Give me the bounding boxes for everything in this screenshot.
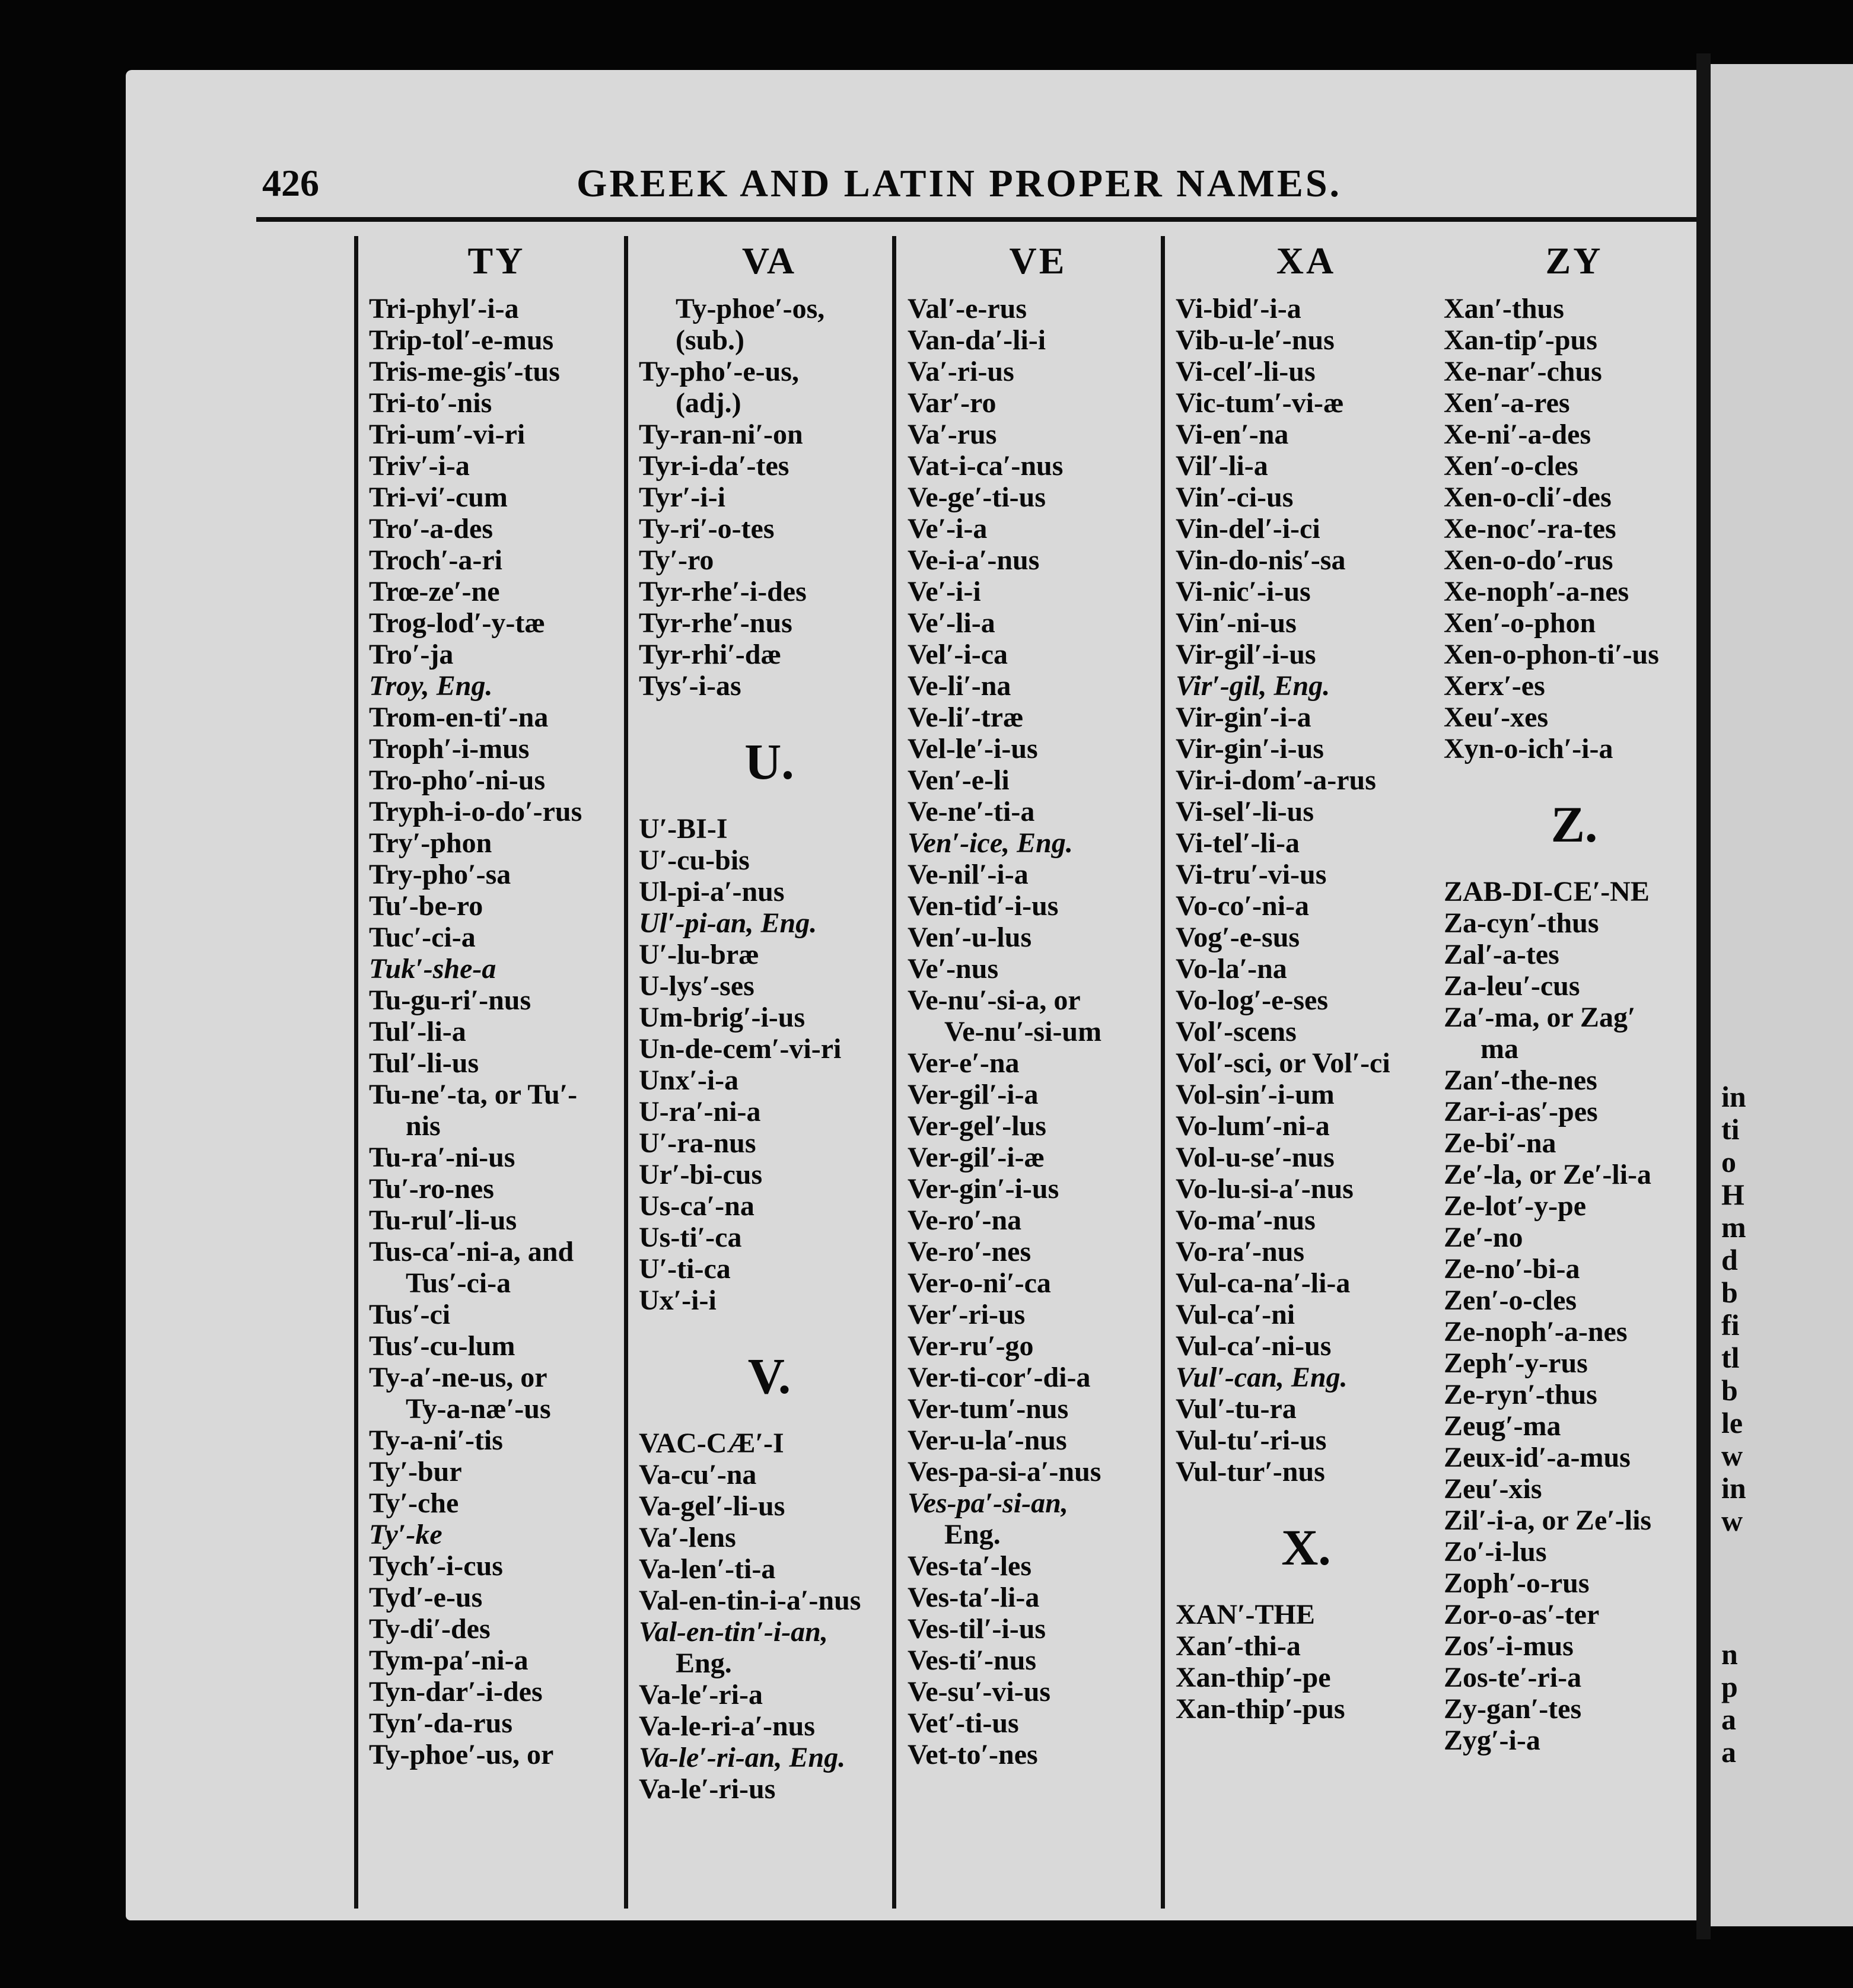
name-entry: Vul-ca-na′-li-a [1176,1267,1351,1299]
name-entry: Ty-ri′-o-tes [639,513,775,544]
page-number: 426 [262,162,319,204]
name-entry: Ver′-ri-us [908,1299,1026,1330]
name-entry: (sub.) [676,324,745,356]
name-entry: Tus′-cu-lum [369,1330,515,1362]
facing-page-text-fragment: H [1721,1178,1744,1211]
name-entry: Vic-tum′-vi-æ [1176,387,1344,419]
column-heading: TY [467,240,526,282]
name-entry: Va-cu′-na [639,1459,757,1490]
name-entry: Zeux-id′-a-mus [1444,1442,1631,1473]
name-entry: Tych′-i-cus [369,1550,503,1582]
name-entry: Ve-i-a′-nus [908,544,1040,576]
name-entry: Vet′-ti-us [908,1707,1019,1739]
name-entry: Vi-tel′-li-a [1176,827,1300,859]
name-entry: Va′-ri-us [908,356,1014,387]
name-entry: Ty′-bur [369,1456,462,1487]
name-entry: Un-de-cem′-vi-ri [639,1033,842,1065]
name-entry: Tro′-a-des [369,513,494,544]
facing-page-text-fragment: b [1721,1276,1738,1309]
name-entry: Zar-i-as′-pes [1444,1096,1598,1127]
name-entry: Zor-o-as′-ter [1444,1599,1600,1630]
name-entry: nis [406,1110,441,1142]
facing-page-text-fragment: n [1721,1637,1738,1671]
name-entry: Tu-ra′-ni-us [369,1142,515,1173]
name-entry: Ver-u-la′-nus [908,1425,1067,1456]
name-entry: Va′-rus [908,419,997,450]
name-entry: Tyr-rhe′-nus [639,607,792,639]
name-entry: Xan-thip′-pe [1176,1662,1331,1693]
name-entry: Vi-nic′-i-us [1176,576,1311,607]
name-entry: Troch′-a-ri [369,544,502,576]
name-entry: Zal′-a-tes [1444,939,1559,970]
dictionary-column [369,230,624,1914]
name-entry: Tri-to′-nis [369,387,492,419]
name-entry: Ty′-ke [369,1519,442,1550]
name-entry: Ty′-che [369,1487,459,1519]
column-heading: XA [1276,240,1336,282]
name-entry: Ul-pi-a′-nus [639,876,785,907]
name-entry: Ves-til′-i-us [908,1613,1046,1645]
name-entry: Xerx′-es [1444,670,1545,702]
name-entry: Zil′-i-a, or Ze′-lis [1444,1505,1652,1536]
name-entry: Ves-pa-si-a′-nus [908,1456,1101,1487]
name-entry: Ver-gin′-i-us [908,1173,1059,1205]
name-entry: Vol-u-se′-nus [1176,1142,1335,1173]
name-entry: Vo-log′-e-ses [1176,985,1329,1016]
name-entry: Ven′-u-lus [908,922,1032,953]
name-entry: Tris-me-gis′-tus [369,356,560,387]
header-rule [256,217,1704,222]
name-entry: Eng. [944,1519,1001,1550]
name-entry: U-lys′-ses [639,970,754,1002]
name-entry: Vat-i-ca′-nus [908,450,1064,482]
name-entry: XAN′-THE [1176,1599,1315,1630]
name-entry: Ty-a′-ne-us, or [369,1362,547,1393]
name-entry: Vul-ca′-ni [1176,1299,1295,1330]
name-entry: Tym-pa′-ni-a [369,1645,528,1676]
column-heading: VA [741,240,797,282]
name-entry: Vin′-ni-us [1176,607,1297,639]
name-entry: Tyr-i-da′-tes [639,450,789,482]
name-entry: Ve′-i-i [908,576,981,607]
name-entry: U′-cu-bis [639,845,750,876]
name-entry: (adj.) [676,387,741,419]
facing-page-text-fragment: a [1721,1735,1736,1769]
name-entry: Vet-to′-nes [908,1739,1038,1770]
facing-page-text-fragment: d [1721,1243,1738,1276]
name-entry: U-ra′-ni-a [639,1096,761,1127]
name-entry: Um-brig′-i-us [639,1002,805,1033]
name-entry: Triv′-i-a [369,450,470,482]
name-entry: Ve′-i-a [908,513,988,544]
name-entry: Tryph-i-o-do′-rus [369,796,582,827]
name-entry: Ve-li′-na [908,670,1011,702]
facing-page-text-fragment: p [1721,1670,1738,1703]
name-entry: Xen-o-cli′-des [1444,482,1612,513]
name-entry: Ty-di′-des [369,1613,491,1645]
name-entry: Va-le′-ri-an, Eng. [639,1742,846,1773]
facing-page-text-fragment: b [1721,1374,1738,1407]
facing-page-text-fragment: tl [1721,1341,1740,1374]
name-entry: Va-le′-ri-us [639,1773,776,1805]
name-entry: Zeph′-y-rus [1444,1347,1588,1379]
facing-page-text-fragment: m [1721,1210,1746,1244]
name-entry: Tyn′-da-rus [369,1707,512,1739]
name-entry: Xan′-thi-a [1176,1630,1301,1662]
name-entry: Ve-ro′-na [908,1205,1022,1236]
name-entry: Xe-noc′-ra-tes [1444,513,1616,544]
name-entry: Ver-gel′-lus [908,1110,1046,1142]
name-entry: Zo′-i-lus [1444,1536,1547,1568]
name-entry: Vin-del′-i-ci [1176,513,1320,544]
name-entry: Va-le-ri-a′-nus [639,1710,816,1742]
name-entry: Ty-pho′-e-us, [639,356,799,387]
name-entry: Trog-lod′-y-tæ [369,607,546,639]
name-entry: Xyn-o-ich′-i-a [1444,733,1613,764]
dictionary-column [908,230,1169,1914]
facing-page-edge [1711,64,1853,1926]
section-letter: X. [1281,1519,1331,1576]
name-entry: Zeu′-xis [1444,1473,1542,1505]
name-entry: Ve-li′-træ [908,702,1024,733]
name-entry: Ze-bi′-na [1444,1127,1556,1159]
name-entry: Zeug′-ma [1444,1410,1561,1442]
name-entry: Ze-no′-bi-a [1444,1253,1580,1285]
name-entry: Xan′-thus [1444,293,1564,324]
dictionary-columns [233,230,1704,1914]
name-entry: Vul-ca′-ni-us [1176,1330,1332,1362]
name-entry: Tul′-li-us [369,1047,479,1079]
name-entry: Tri-vi′-cum [369,482,508,513]
name-entry: U′-lu-bræ [639,939,759,970]
name-entry: Tri-phyl′-i-a [369,293,519,324]
name-entry: ZAB-DI-CE′-NE [1444,876,1650,907]
name-entry: Us-ca′-na [639,1190,754,1222]
dictionary-column [1176,230,1437,1914]
name-entry: Ze-lot′-y-pe [1444,1190,1587,1222]
name-entry: Tus′-ci-a [406,1267,511,1299]
name-entry: Ur′-bi-cus [639,1159,763,1190]
name-entry: Zan′-the-nes [1444,1065,1597,1096]
facing-page-text-fragment: o [1721,1145,1736,1178]
name-entry: Tu-gu-ri′-nus [369,985,531,1016]
name-entry: Tuc′-ci-a [369,922,476,953]
section-letter: Z. [1550,796,1598,853]
name-entry: Ty-ran-ni′-on [639,419,803,450]
name-entry: Tu′-ro-nes [369,1173,494,1205]
name-entry: Ve′-nus [908,953,999,985]
name-entry: Vo-ma′-nus [1176,1205,1316,1236]
name-entry: Vo-ra′-nus [1176,1236,1305,1267]
name-entry: Val-en-tin-i-a′-nus [639,1585,861,1616]
name-entry: Ul′-pi-an, Eng. [639,907,817,939]
name-entry: Zy-gan′-tes [1444,1693,1582,1725]
name-entry: Ver-tum′-nus [908,1393,1069,1425]
name-entry: Ve-ro′-nes [908,1236,1031,1267]
column-heading: ZY [1545,240,1603,282]
column-divider [624,236,628,1909]
section-letter: U. [744,733,794,790]
name-entry: Ven′-e-li [908,764,1010,796]
name-entry: Xe-noph′-a-nes [1444,576,1629,607]
name-entry: Ze′-no [1444,1222,1523,1253]
name-entry: VAC-CÆ′-I [639,1428,784,1459]
name-entry: Xe-ni′-a-des [1444,419,1591,450]
name-entry: Tyr-rhe′-i-des [639,576,807,607]
facing-page-text-fragment: w [1721,1439,1743,1472]
name-entry: Unx′-i-a [639,1065,739,1096]
name-entry: Trip-tol′-e-mus [369,324,554,356]
name-entry: Troy, Eng. [369,670,493,702]
facing-page-text-fragment: a [1721,1703,1736,1736]
name-entry: Vil′-li-a [1176,450,1268,482]
name-entry: Tro-pho′-ni-us [369,764,546,796]
name-entry: Tyr-rhi′-dæ [639,639,782,670]
name-entry: Ve-nu′-si-a, or [908,985,1081,1016]
name-entry: Xan-tip′-pus [1444,324,1597,356]
name-entry: Ze′-la, or Ze′-li-a [1444,1159,1652,1190]
name-entry: Vir-gin′-i-a [1176,702,1311,733]
name-entry: Va-le′-ri-a [639,1679,763,1710]
name-entry: Tyd′-e-us [369,1582,483,1613]
name-entry: Xeu′-xes [1444,702,1549,733]
name-entry: Vir-gin′-i-us [1176,733,1324,764]
name-entry: Trom-en-ti′-na [369,702,549,733]
name-entry: Vo-lum′-ni-a [1176,1110,1330,1142]
name-entry: Vo-la′-na [1176,953,1287,985]
dictionary-column [639,230,900,1914]
name-entry: Vir-i-dom′-a-rus [1176,764,1376,796]
name-entry: Tul′-li-a [369,1016,466,1047]
name-entry: Vo-co′-ni-a [1176,890,1310,922]
name-entry: Vir′-gil, Eng. [1176,670,1330,702]
name-entry: Vin′-ci-us [1176,482,1294,513]
name-entry: Try′-phon [369,827,492,859]
name-entry: Ze-noph′-a-nes [1444,1316,1628,1347]
facing-page-text-fragment: w [1721,1504,1743,1537]
name-entry: Vol′-sci, or Vol′-ci [1176,1047,1390,1079]
running-title: GREEK AND LATIN PROPER NAMES. [577,162,1342,205]
name-entry: Tus-ca′-ni-a, and [369,1236,574,1267]
name-entry: Tyr′-i-i [639,482,725,513]
name-entry: Tus′-ci [369,1299,451,1330]
name-entry: Vi-cel′-li-us [1176,356,1316,387]
name-entry: Vol-sin′-i-um [1176,1079,1335,1110]
facing-page-text-fragment: le [1721,1406,1743,1439]
name-entry: Ver-ti-cor′-di-a [908,1362,1091,1393]
name-entry: Vul-tu′-ri-us [1176,1425,1327,1456]
name-entry: Ze-ryn′-thus [1444,1379,1597,1410]
facing-page-text-fragment: in [1721,1471,1746,1505]
name-entry: Vi-bid′-i-a [1176,293,1301,324]
name-entry: Xan-thip′-pus [1176,1693,1345,1725]
name-entry: Ves-ta′-li-a [908,1582,1040,1613]
name-entry: U′-BI-I [639,813,728,845]
name-entry: Try-pho′-sa [369,859,511,890]
section-letter: V. [747,1347,791,1404]
name-entry: Ty-a-ni′-tis [369,1425,503,1456]
name-entry: Tys′-i-as [639,670,741,702]
book-page [126,70,1708,1920]
name-entry: Ve-nil′-i-a [908,859,1029,890]
name-entry: Ves-ti′-nus [908,1645,1037,1676]
name-entry: Ven′-ice, Eng. [908,827,1073,859]
dictionary-column [1444,230,1705,1914]
name-entry: Za-leu′-cus [1444,970,1580,1002]
name-entry: Vib-u-le′-nus [1176,324,1335,356]
name-entry: Val′-e-rus [908,293,1027,324]
name-entry: Van-da′-li-i [908,324,1046,356]
name-entry: Tu′-be-ro [369,890,483,922]
name-entry: Vir-gil′-i-us [1176,639,1316,670]
name-entry: Xen′-o-cles [1444,450,1578,482]
name-entry: Va-gel′-li-us [639,1490,785,1522]
name-entry: Tu-rul′-li-us [369,1205,517,1236]
name-entry: Ves-ta′-les [908,1550,1032,1582]
name-entry: Trœ-ze′-ne [369,576,500,607]
name-entry: Xe-nar′-chus [1444,356,1602,387]
name-entry: Vul′-tu-ra [1176,1393,1297,1425]
name-entry: Vin-do-nis′-sa [1176,544,1346,576]
name-entry: Xen-o-do′-rus [1444,544,1613,576]
name-entry: Troph′-i-mus [369,733,530,764]
name-entry: Zoph′-o-rus [1444,1568,1590,1599]
name-entry: Var′-ro [908,387,996,419]
name-entry: Tu-ne′-ta, or Tu′- [369,1079,578,1110]
name-entry: Vel′-i-ca [908,639,1008,670]
name-entry: Xen′-o-phon [1444,607,1596,639]
name-entry: Tuk′-she-a [369,953,496,985]
name-entry: Vog′-e-sus [1176,922,1300,953]
facing-page-text-fragment: in [1721,1080,1746,1113]
facing-page-text-fragment: fi [1721,1308,1740,1342]
name-entry: Vo-lu-si-a′-nus [1176,1173,1354,1205]
name-entry: Vi-sel′-li-us [1176,796,1314,827]
name-entry: Vul-tur′-nus [1176,1456,1325,1487]
name-entry: Zos-te′-ri-a [1444,1662,1582,1693]
name-entry: Za-cyn′-thus [1444,907,1599,939]
name-entry: Ve′-li-a [908,607,995,639]
book-gutter [1696,53,1711,1939]
name-entry: Vi-en′-na [1176,419,1289,450]
facing-page-text-fragment: ti [1721,1113,1740,1146]
column-divider [354,236,358,1909]
name-entry: Ver-o-ni′-ca [908,1267,1051,1299]
name-entry: Tri-um′-vi-ri [369,419,526,450]
name-entry: Ver-ru′-go [908,1330,1034,1362]
name-entry: Zen′-o-cles [1444,1285,1577,1316]
name-entry: Xen-o-phon-ti′-us [1444,639,1659,670]
name-entry: Ver-gil′-i-a [908,1079,1039,1110]
name-entry: ma [1481,1033,1518,1065]
name-entry: Ve-ge′-ti-us [908,482,1046,513]
name-entry: Vol′-scens [1176,1016,1297,1047]
name-entry: Vul′-can, Eng. [1176,1362,1348,1393]
name-entry: U′-ti-ca [639,1253,731,1285]
name-entry: Za′-ma, or Zag′ [1444,1002,1636,1033]
name-entry: Ver-gil′-i-æ [908,1142,1045,1173]
name-entry: Ve-su′-vi-us [908,1676,1051,1707]
name-entry: Vel-le′-i-us [908,733,1038,764]
name-entry: Tro′-ja [369,639,454,670]
name-entry: Ty-phoe′-os, [676,293,825,324]
name-entry: Val-en-tin′-i-an, [639,1616,828,1648]
name-entry: Zos′-i-mus [1444,1630,1574,1662]
column-heading: VE [1009,240,1067,282]
name-entry: Ty-a-næ′-us [406,1393,551,1425]
name-entry: Us-ti′-ca [639,1222,742,1253]
name-entry: Xen′-a-res [1444,387,1570,419]
name-entry: Va′-lens [639,1522,736,1553]
name-entry: Ty-phoe′-us, or [369,1739,554,1770]
name-entry: Eng. [676,1648,732,1679]
name-entry: Va-len′-ti-a [639,1553,776,1585]
name-entry: Tyn-dar′-i-des [369,1676,543,1707]
name-entry: Zyg′-i-a [1444,1725,1540,1756]
name-entry: U′-ra-nus [639,1127,756,1159]
name-entry: Vi-tru′-vi-us [1176,859,1327,890]
name-entry: Ve-ne′-ti-a [908,796,1035,827]
name-entry: Ux′-i-i [639,1285,717,1316]
name-entry: Ve-nu′-si-um [944,1016,1102,1047]
name-entry: Ves-pa′-si-an, [908,1487,1068,1519]
name-entry: Ty′-ro [639,544,714,576]
name-entry: Ven-tid′-i-us [908,890,1059,922]
name-entry: Ver-e′-na [908,1047,1020,1079]
